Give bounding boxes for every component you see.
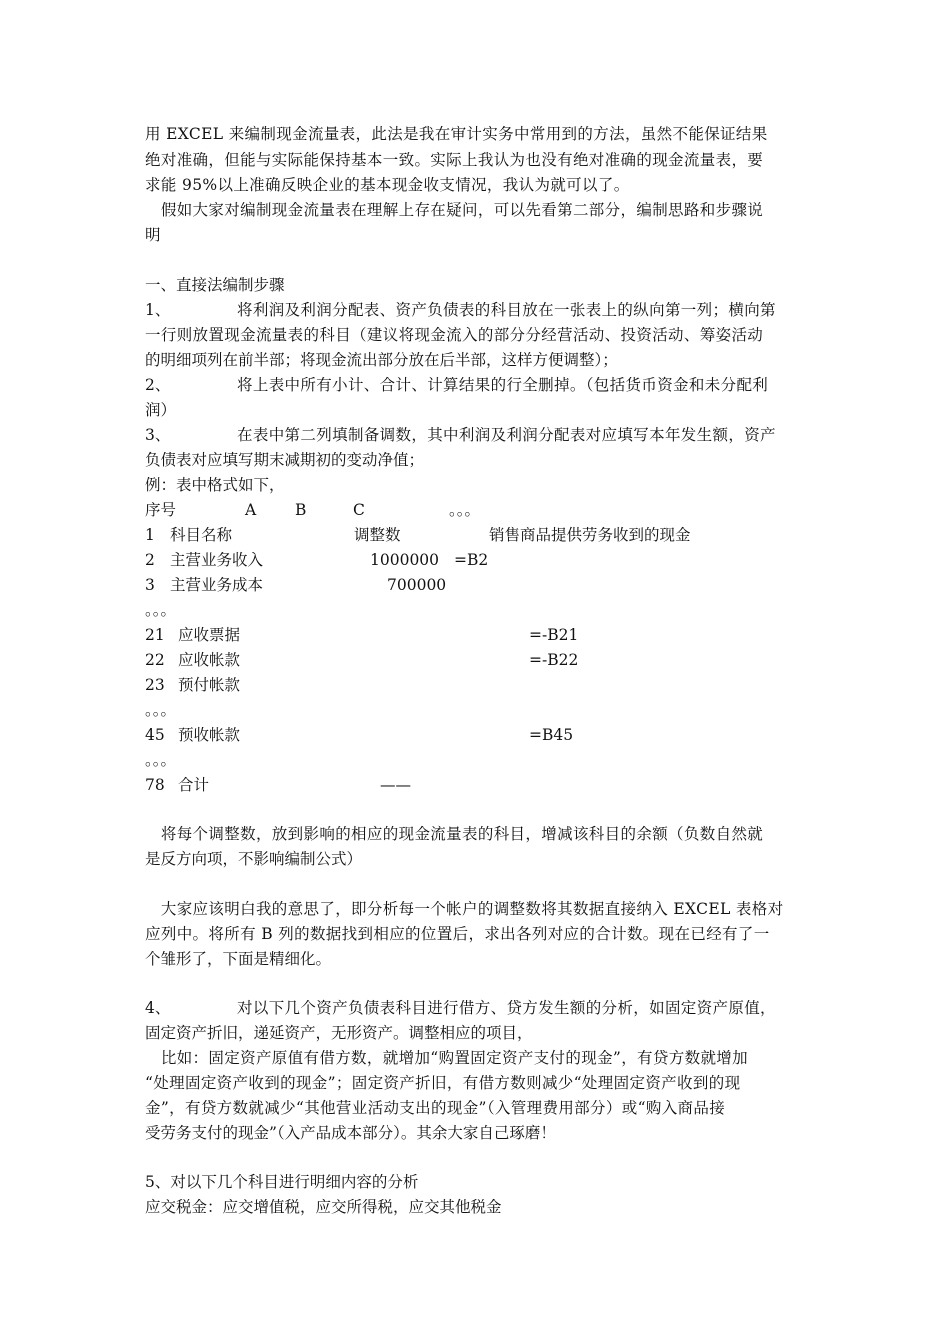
row-23-name: 预付帐款 <box>178 676 241 694</box>
step-4-line-3: 比如：固定资产原值有借方数，就增加“购置固定资产支付的现金”，有贷方数就增加 <box>145 1049 749 1067</box>
intro-line-5: 明 <box>145 226 161 244</box>
step-4-line-4: “处理固定资产收到的现金”；固定资产折旧，有借方数则减少“处理固定资产收到的现 <box>145 1074 741 1092</box>
step-4-number: 4、 <box>145 999 171 1017</box>
step-5-title: 5、对以下几个科目进行明细内容的分析 <box>145 1173 419 1191</box>
step-3-line-2: 负债表对应填写期末减期初的变动净值； <box>145 451 425 469</box>
row-45-formula: =B45 <box>529 726 574 744</box>
example-header-c: C <box>353 501 365 519</box>
step-1-line-1: 将利润及利润分配表、资产负债表的科目放在一张表上的纵向第一列；横向第 <box>237 301 776 319</box>
step-4-line-5: 金”，有贷方数就减少“其他营业活动支出的现金”（入管理费用部分）或“购入商品接 <box>145 1099 726 1117</box>
intro-line-2: 绝对准确，但能与实际能保持基本一致。实际上我认为也没有绝对准确的现金流量表，要 <box>145 151 764 169</box>
row-1-cash-item: 销售商品提供劳务收到的现金 <box>489 526 691 544</box>
row-21-name: 应收票据 <box>178 626 241 644</box>
explain-line-3: 个雏形了，下面是精细化。 <box>145 950 332 968</box>
row-2-name: 主营业务收入 <box>170 551 264 569</box>
row-1-name: 科目名称 <box>170 526 233 544</box>
row-45-num: 45 <box>145 726 165 744</box>
row-23-num: 23 <box>145 676 165 694</box>
example-header-dots: 。。。 <box>449 501 481 519</box>
row-2-num: 2 <box>145 551 155 569</box>
row-45-name: 预收帐款 <box>178 726 241 744</box>
step-2-line-1: 将上表中所有小计、合计、计算结果的行全删掉。（包括货币资金和未分配利 <box>237 376 769 394</box>
ellipsis-1: 。。。 <box>145 601 177 619</box>
row-78-adjust: —— <box>380 776 411 794</box>
step-3-line-1: 在表中第二列填制备调数，其中利润及利润分配表对应填写本年发生额，资产 <box>237 426 776 444</box>
row-3-name: 主营业务成本 <box>170 576 264 594</box>
row-78-name: 合计 <box>178 776 210 794</box>
row-2-formula: =B2 <box>454 551 489 569</box>
row-21-formula: =-B21 <box>529 626 579 644</box>
section-title: 一、直接法编制步骤 <box>145 276 285 294</box>
step-2-number: 2、 <box>145 376 171 394</box>
row-22-name: 应收帐款 <box>178 651 241 669</box>
row-3-adjust: 700000 <box>387 576 447 594</box>
ellipsis-2: 。。。 <box>145 701 177 719</box>
row-22-num: 22 <box>145 651 165 669</box>
intro-line-3: 求能 95%以上准确反映企业的基本现金收支情况，我认为就可以了。 <box>145 176 630 194</box>
intro-line-4: 假如大家对编制现金流量表在理解上存在疑问，可以先看第二部分，编制思路和步骤说 <box>145 201 764 219</box>
adjust-line-2: 是反方向项，不影响编制公式） <box>145 850 363 868</box>
step-4-line-1: 对以下几个资产负债表科目进行借方、贷方发生额的分析，如固定资产原值， <box>237 999 776 1017</box>
step-1-line-2: 一行则放置现金流量表的科目（建议将现金流入的部分分经营活动、投资活动、筹姿活动 <box>145 326 764 344</box>
row-3-num: 3 <box>145 576 155 594</box>
row-1-num: 1 <box>145 526 155 544</box>
row-21-num: 21 <box>145 626 165 644</box>
example-intro: 例：表中格式如下， <box>145 476 285 494</box>
adjust-line-1: 将每个调整数，放到影响的相应的现金流量表的科目，增减该科目的余额（负数自然就 <box>145 825 764 843</box>
step-1-line-3: 的明细项列在前半部；将现金流出部分放在后半部，这样方便调整）； <box>145 351 618 369</box>
row-78-num: 78 <box>145 776 165 794</box>
explain-line-1: 大家应该明白我的意思了，即分析每一个帐户的调整数将其数据直接纳入 EXCEL 表格对 <box>145 900 784 918</box>
example-header-b: B <box>295 501 307 519</box>
step-1-number: 1、 <box>145 301 171 319</box>
ellipsis-3: 。。。 <box>145 751 177 769</box>
step-5-line-1: 应交税金：应交增值税，应交所得税，应交其他税金 <box>145 1198 502 1216</box>
explain-line-2: 应列中。将所有 B 列的数据找到相应的位置后，求出各列对应的合计数。现在已经有了一 <box>145 925 770 943</box>
example-header-a: A <box>245 501 257 519</box>
step-4-line-2: 固定资产折旧，递延资产，无形资产。调整相应的项目， <box>145 1024 533 1042</box>
row-1-adjust: 调整数 <box>354 526 401 544</box>
intro-line-1: 用 EXCEL 来编制现金流量表，此法是我在审计实务中常用到的方法，虽然不能保证结果 <box>145 125 768 143</box>
step-3-number: 3、 <box>145 426 171 444</box>
example-header-seq: 序号 <box>145 501 177 519</box>
step-4-line-6: 受劳务支付的现金”（入产品成本部分）。其余大家自己琢磨！ <box>145 1124 556 1142</box>
row-2-adjust: 1000000 <box>370 551 440 569</box>
row-22-formula: =-B22 <box>529 651 579 669</box>
step-2-line-2: 润） <box>145 401 177 419</box>
